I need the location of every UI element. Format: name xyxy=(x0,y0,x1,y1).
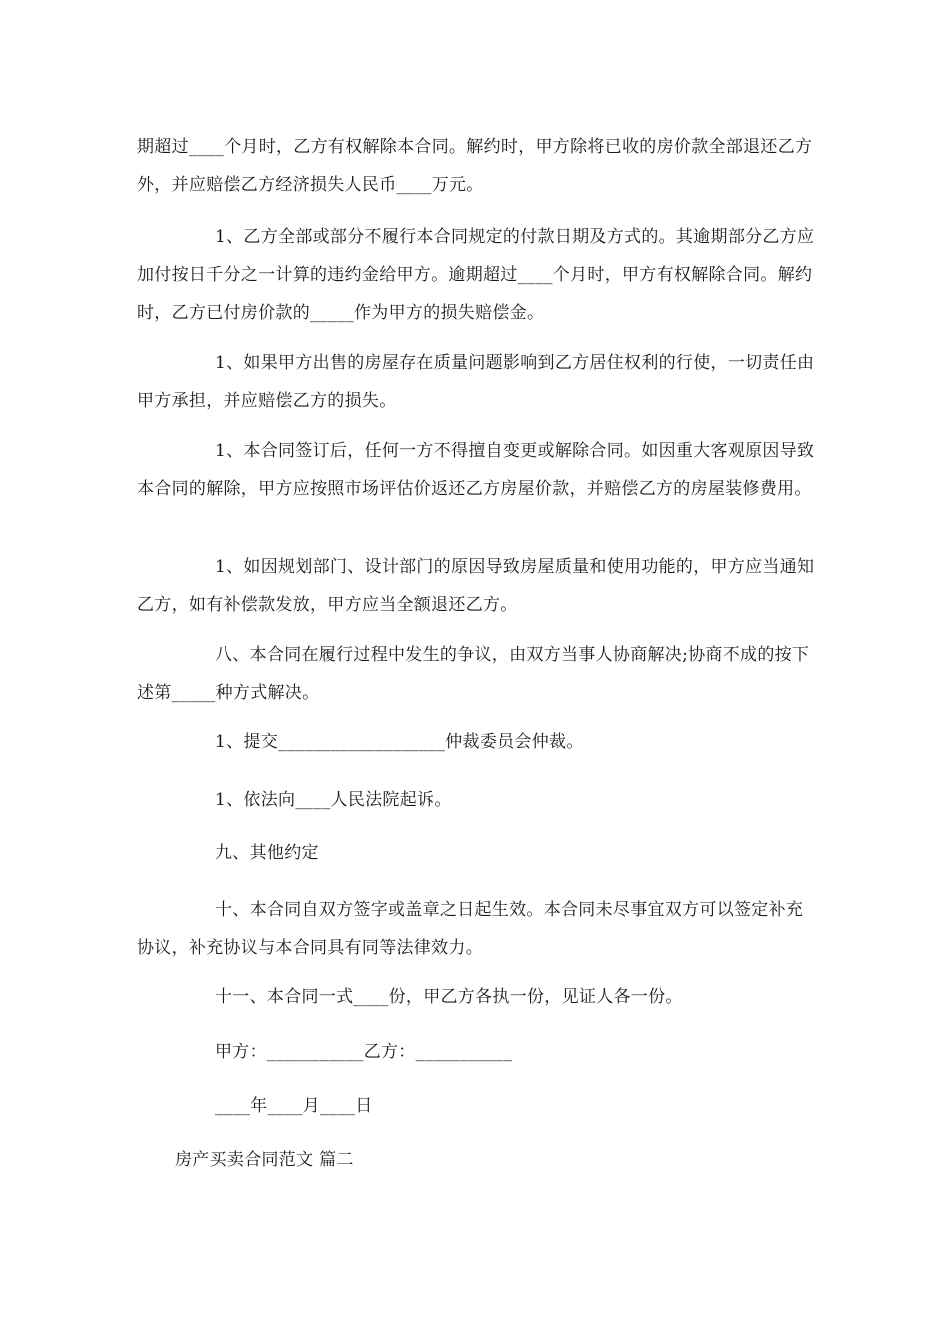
paragraph-dispute-resolution: 八、本合同在履行过程中发生的争议，由双方当事人协商解决;协商不成的按下述第_____种方式解决。 xyxy=(137,645,810,703)
signature-line: 甲方：___________乙方：___________ xyxy=(215,1042,513,1062)
paragraph-arbitration: 1、提交___________________仲裁委员会仲裁。 xyxy=(215,732,584,752)
paragraph-no-unilateral-change: 1、本合同签订后，任何一方不得擅自变更或解除合同。如因重大客观原因导致本合同的解除，甲方应按照市场评估价返还乙方房屋价款，并赔偿乙方的房屋装修费用。 xyxy=(137,441,815,499)
paragraph-effective-date: 十、本合同自双方签字或盖章之日起生效。本合同未尽事宜双方可以签定补充协议，补充协议与本合同具有同等法律效力。 xyxy=(137,900,804,958)
paragraph-buyer-payment-default: 1、乙方全部或部分不履行本合同规定的付款日期及方式的。其逾期部分乙方应加付按日千分之一计算的违约金给甲方。逾期超过____个月时，甲方有权解除合同。解约时，乙方已付房价款的_____作为甲方的损失赔偿金。 xyxy=(137,227,815,323)
paragraph-copies: 十一、本合同一式____份，甲乙方各执一份，见证人各一份。 xyxy=(215,987,683,1007)
date-line: ____年____月____日 xyxy=(215,1096,373,1116)
section-heading: 房产买卖合同范文 篇二 xyxy=(175,1150,354,1170)
paragraph-court: 1、依法向____人民法院起诉。 xyxy=(215,790,452,810)
paragraph-other-agreements: 九、其他约定 xyxy=(215,843,319,863)
paragraph-quality-issue: 1、如果甲方出售的房屋存在质量问题影响到乙方居住权利的行使，一切责任由甲方承担，并应赔偿乙方的损失。 xyxy=(137,353,815,411)
paragraph-planning-department: 1、如因规划部门、设计部门的原因导致房屋质量和使用功能的，甲方应当通知乙方，如有补偿款发放，甲方应当全额退还乙方。 xyxy=(137,557,815,615)
paragraph-breach-seller-continued: 期超过____个月时，乙方有权解除本合同。解约时，甲方除将已收的房价款全部退还乙方外，并应赔偿乙方经济损失人民币____万元。 xyxy=(137,137,813,195)
